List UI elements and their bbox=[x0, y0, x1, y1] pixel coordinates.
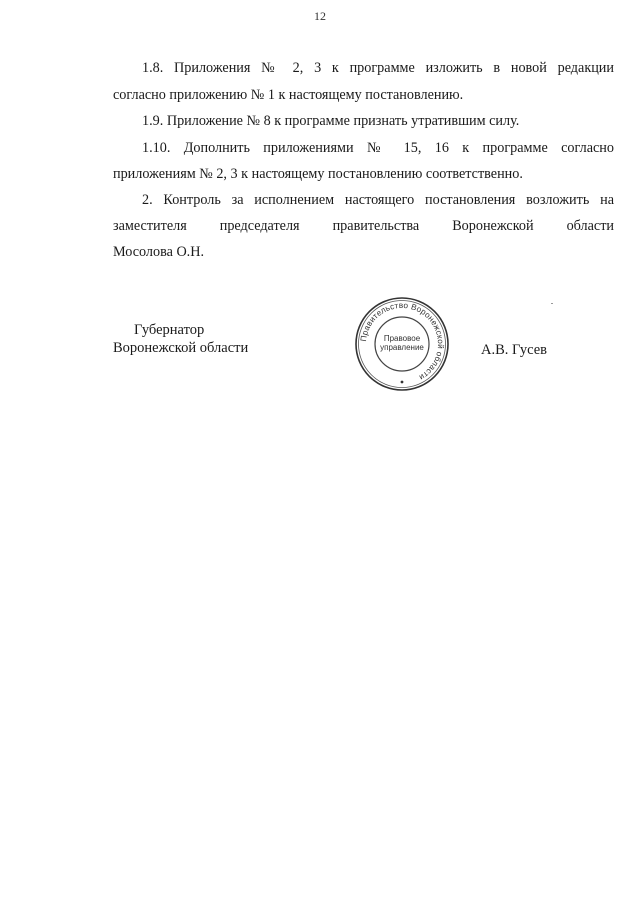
paragraph-3-line-1: 1.10. Дополнить приложениями № 15, 16 к программе согласно bbox=[142, 140, 614, 156]
paragraph-4-line-1: 2. Контроль за исполнением настоящего постановления возложить на bbox=[142, 192, 614, 208]
signature-title-line-2: Воронежской области bbox=[113, 340, 249, 356]
stamp-dot-icon bbox=[401, 381, 404, 384]
stamp-center-line-2: управление bbox=[380, 343, 424, 352]
paragraph-4-line-3: Мосолова О.Н. bbox=[113, 244, 205, 260]
paragraph-4-line-2: заместителя председателя правительства Воронежской области bbox=[113, 218, 614, 234]
paragraph-1-line-1: 1.8. Приложения № 2, 3 к программе изложить в новой редакции bbox=[142, 60, 614, 76]
paragraph-3-line-2: приложениям № 2, 3 к настоящему постановлению соответственно. bbox=[113, 166, 523, 182]
signature-name: А.В. Гусев bbox=[481, 342, 547, 358]
paragraph-1-line-2: согласно приложению № 1 к настоящему постановлению. bbox=[113, 87, 464, 103]
paragraph-2-line-1: 1.9. Приложение № 8 к программе признать утратившим силу. bbox=[142, 113, 520, 129]
stamp-center-line-1: Правовое bbox=[383, 334, 421, 343]
page-number: 12 bbox=[314, 9, 326, 23]
signature-title-line-1: Губернатор bbox=[134, 322, 205, 338]
official-stamp bbox=[354, 296, 450, 392]
scan-speck bbox=[551, 303, 553, 304]
stamp-ring-text: Правительство Воронежской области bbox=[359, 300, 446, 383]
